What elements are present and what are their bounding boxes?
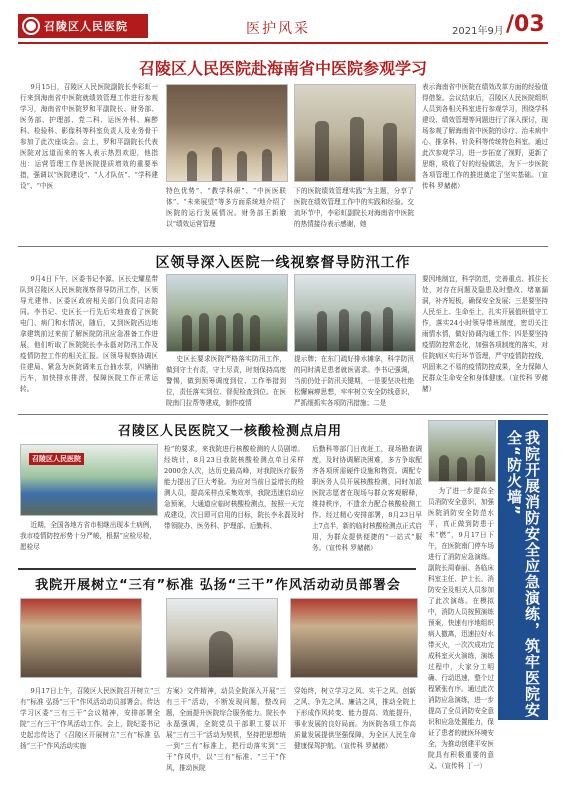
office-photo <box>294 84 416 182</box>
divider <box>18 246 548 247</box>
article1-col4: 表示海南省中医院在绩效改革方面的经验值得借鉴。会议结束后，召陵区人民医院组织人员到各相关科室进行参观学习，围绕学科建设、绩效管理等问题进行了深入探讨，现场参观了解海南省中医院的诊疗、治未病中心、推拿科、针灸科等传统特色科室。通过此次参观学习，进一步拓宽了视野，更新了思维，吸收了好的经验做法，为下一步医院各项管理工作的推进奠定了坚实基础。（宣传科 罗赭赭） <box>422 83 548 190</box>
audience-photo <box>290 598 418 678</box>
article1-col1: 9月15日，召陵区人民医院副院长李彩虹一行来到海南省中医院就绩效管理工作进行参观学习，海南省中医院罗和平副院长、财务部、医务部、护理部、党二科、运医外科、麻醉科、检验科、影像科等科室负责人及业务骨干参加了此次座谈会。会上，罗和平副院长代表医院对远道而来的客人表示热烈欢迎，他指出：运营管理工作是医院提质增效的重要举措，强调以“医院建设”、“人才队伍”、“学科建设”、“中医 <box>20 83 158 190</box>
article3-col3: 后勤科等部门日夜赶工，现场勘查调度，及时协调解决困难，多方争取配齐各项所需硬件设施和物资。调配专职医务人员开展核酸检测，同时加派医院志愿者在现场与群众客观解释，维持秩序，不遗余力配合核酸检测工作。经过精心安排部署，8月23日早上7点半，新的临时核酸检测点正式启用，为群众提供便捷的“一站式”服务。（宣传科 罗赭赭） <box>312 445 422 552</box>
hospital-name: 召陵区人民医院 <box>44 20 128 33</box>
divider <box>18 414 548 415</box>
hospital-seal-icon <box>22 17 40 35</box>
fire-drill-photo <box>428 420 496 482</box>
fire-drill-title-box <box>498 420 548 720</box>
hospital-sign: 召陵区人民医院 <box>29 453 84 465</box>
divider <box>18 568 416 570</box>
article3-title: 召陵区人民医院又一核酸检测点启用 <box>117 424 342 439</box>
article1-col2: 特色优势”、“教学科研”、“中医医联体”、“未来展望”等多方面系统地介绍了医院的运行发展情况。财务部王新娥以“绩效运营管理 <box>166 187 286 228</box>
fire-drill-title: 我院开展消防安全应急演练，筑牢医院安全“防火墙” <box>505 430 541 718</box>
meeting-photo <box>166 84 288 182</box>
article1-col3: 下的医院绩效管理实践”为主题，分享了医院在绩效管理工作中的实践和经验。交流环节中，李彩虹副院长对海南省中医院的热情接待表示感谢，她 <box>294 187 414 228</box>
article2-col1: 9月4日下午，区委书记李源、区长史耀星带队到召陵区人民医院视察督导防汛工作，区领导尤建伟、区委区政府相关部门负责同志陪同。李书记、史区长一行先后实地查看了医院电门、病门和水情况，随后，又到医院西边地拿建筑前过来前了解医院防汛应急准备工作进展，他们听取了医院院长李永磊对防汛工作及疫情防控工作的相关汇报。区领导视察协调区住建局、紧急为医院调来五台抽水泵，四辆抽污车，加快排水排涝，保障医院工作正常运转。 <box>20 275 158 393</box>
hospital-logo <box>18 14 148 38</box>
article2-col4: 要因地制宜，科学防范，完善重点、抓住长处，对存在问题及隐患及时整改、堵塞漏洞，补齐短板，确保安全发展；三是要坚持人民至上、生命至上，扎实开展值班值守工作，落实24小时领导带班制度，密切关注雨情水情，做好协调沟通工作；四是要坚持疫情防控常态化，加强各项制度的落实，对住院病区实行环节管理，严守疫情防控线，巩固来之不易的疫情防控成果，全力保障人民群众生命安全和身体健康。（宣传科 罗赭赭） <box>422 275 548 393</box>
article4-col2: 方案》文件精神，动员全院深入开展“三有三干”活动，不断发现问题，整改问题，全面提升医院综合服务能力。院长李永磊强调，全院党员干部职工要以开展“三有三干”活动为契机，坚持把思想统一到“三有”标准上，把行动落实到“三干”作风中，以“三有”标准、“三干”作风，推动医院 <box>166 687 286 772</box>
section-title: 医护风采 <box>246 21 310 37</box>
inspection-photo-1 <box>166 274 288 352</box>
conference-photo <box>20 598 142 678</box>
article1-title: 召陵区人民医院赴海南省中医院参观学习 <box>138 59 427 78</box>
masthead-divider <box>18 42 548 44</box>
article2-col2: 史区长要求医院严格落实防汛工作，做到守土有责，守土尽责，时刻保持高度警惕，做到预筹调度到位、工作举措到位，责任落实到位、督促检查到位。在医院南门拉帮等建成，制作疫情 <box>166 355 286 407</box>
testing-site-photo <box>20 444 158 516</box>
article4-col3: 穿始终，树立学习之风、实干之风、创新之风、争先之风、廉洁之风，推动全院上下形成作风转变、能力提高、效能提升，事业发展的良好局面。为医院各项工作高质量发展提供坚强保障，为全区人民生命健康保驾护航。（宣传科 罗赭赭） <box>294 687 416 750</box>
issue-date: 2021年9月 <box>452 26 504 37</box>
article4-col1: 9月17日上午，召陵区人民医院召开树立“三有”标准 弘扬“三干”作风活动动员部署会。传达学习区委“三有三干”会议精神，安排部署全院“三有三干”作风活动工作。会上，院纪委书记史起忠传达了《召陵区开展树立“三有”标准 弘扬“三干”作风活动实施 <box>20 687 160 750</box>
article4-title: 我院开展树立“三有”标准 弘扬“三干”作风活动动员部署会 <box>35 578 401 593</box>
article2-col3: 提示牌；在东门疏好排水摊拿，科学防汛的同时满足患者就医需求。李书记强调，当前仍处于防汛关键期，一是要坚决杜绝松懈麻痹思想，牢牢树立安全防线意识，严抓细抓实各项防汛措施；二是 <box>294 355 414 407</box>
inspection-photo-2 <box>294 274 416 352</box>
article3-col1: 近期，全国各地方省市相继出现本土病例，我市疫情防控形势十分严峻，根据“应检尽检，愿检尽 <box>20 521 156 551</box>
speaker-photo <box>166 598 278 678</box>
article5-col: 为了进一步提高全员消防安全意识，加强医院消防安全防范水平，真正做到防患于未“燃”，9月17日下午，在医院南门停车场进行了消防应急演练。副院长周春丽、各临床科室主任、护士长、消防安全及相关人员参加了此次演练。在模拟中，消防人员按照演练预案，快速有序地组织病人撤离，迅速拉好水带灭火，一次次成功完成科室灭火演练，演练过程中，大家分工明确、行动迅速，整个过程紧张有序。通过此次消防应急演练，进一步提高了全员消防安全意识和应急处置能力，保证了患者的就医环境安全，为推动创建平安医院具有积极重要的意义。（宣传科 丁一） <box>428 487 494 770</box>
article3-col2: 检”的要求，来我院进行核酸检测的人员剧增。经统计，8月23日我院核酸检测点单日采样2000余人次，达历史最高峰，对我院医疗服务能力提出了巨大考验。为应对当前日益增长的检测人员，提高采样点采集效率，我院迅速启动应急预案，大通道应临时核酸检测点，按照一天完成建设，次日即可启用的目标，院长李永磊及时带领院办、医务科、护理部、后勤科、 <box>164 445 304 530</box>
page-number: /03 <box>506 12 545 37</box>
article2-title: 区领导深入医院一线视察督导防汛工作 <box>155 255 411 271</box>
